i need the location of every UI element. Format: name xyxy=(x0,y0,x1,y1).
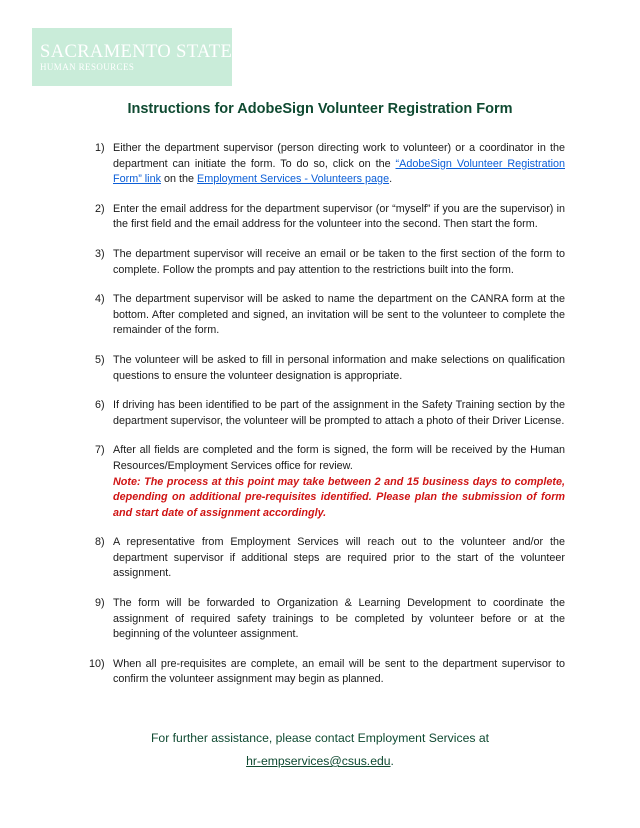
volunteers-page-link[interactable]: Employment Services - Volunteers page xyxy=(197,173,390,186)
step-1 xyxy=(95,141,565,188)
step-number: 1) xyxy=(95,142,105,154)
step-8 xyxy=(95,535,565,582)
step-text: If driving has been identified to be part of the assignment in the Safety Training section by the department supervisor, the volunteer will be prompted to attach a photo of their Driver License. xyxy=(113,399,565,427)
step-number: 7) xyxy=(95,444,105,457)
page-title: Instructions for AdobeSign Volunteer Registration Form xyxy=(127,101,513,117)
step-number: 2) xyxy=(95,202,105,215)
step-text: . xyxy=(389,173,393,186)
contact-email-link[interactable]: hr-empservices@csus.edu xyxy=(246,754,391,768)
logo-name: SACRAMENTO STATE xyxy=(40,41,233,62)
footer-period: . xyxy=(390,754,394,768)
step-text: When all pre-requisites are complete, an email will be sent to the department supervisor to confirm the volunteer assignment may begin as planned. xyxy=(113,657,565,686)
step-4 xyxy=(95,292,565,339)
step-text: A representative from Employment Services will reach out to the volunteer and/or the department supervisor if additional steps are required prior to the start of the volunteer assignment. xyxy=(113,536,565,580)
step-5 xyxy=(95,353,565,384)
step-text: The department supervisor will be asked to name the department on the CANRA form at the bottom. After completed and signed, an invitation will be sent to the volunteer to complete the remainder of the form. xyxy=(113,293,565,337)
processing-note: Note: The process at this point may take between 2 and 15 business days to complete, depending on additional pre-requisites identified. Please plan the submission of form and start date of assignment accordingly. xyxy=(113,475,565,519)
step-7 xyxy=(95,443,565,521)
step-number: 6) xyxy=(95,399,105,412)
footer-email-line xyxy=(0,754,640,768)
sacramento-state-logo xyxy=(32,28,232,86)
step-6 xyxy=(95,398,565,429)
step-number: 5) xyxy=(95,353,105,366)
step-text: on the xyxy=(161,173,198,186)
step-text: The volunteer will be asked to fill in personal information and make selections on qualification questions to ensure the volunteer designation is appropriate. xyxy=(113,353,565,382)
step-number: 10) xyxy=(89,657,105,670)
step-number: 4) xyxy=(95,293,105,306)
step-text: Enter the email address for the department supervisor (or “myself” if you are the supervisor) in the first field and the email address for the volunteer into the second. Then start the form. xyxy=(113,202,565,231)
footer-contact-text: For further assistance, please contact Employment Services at xyxy=(150,731,489,745)
step-9 xyxy=(95,596,565,643)
instruction-list xyxy=(89,141,565,688)
step-text: The department supervisor will receive an email or be taken to the first section of the form to complete. Follow the prompts and pay attention to the restrictions built into the form. xyxy=(113,247,565,276)
step-2 xyxy=(95,202,565,233)
step-number: 8) xyxy=(95,536,105,549)
step-text: After all fields are completed and the form is signed, the form will be received by the Human Resources/Employment Services office for review. xyxy=(113,444,565,472)
step-text: Either the department supervisor (person directing work to volunteer) or a coordinator in the department can initiate the form. To do so, click on the xyxy=(113,142,565,170)
step-number: 3) xyxy=(95,247,105,260)
step-3 xyxy=(95,247,565,278)
adobesign-form-link[interactable]: “AdobeSign Volunteer Registration Form” link xyxy=(113,157,565,186)
step-10 xyxy=(89,657,565,688)
logo-subtitle: HUMAN RESOURCES xyxy=(40,61,135,72)
step-number: 9) xyxy=(95,597,105,610)
step-text: The form will be forwarded to Organization & Learning Development to coordinate the assignment of required safety trainings to be completed by volunteer before or at the beginning of the volunteer assignment. xyxy=(113,597,565,641)
